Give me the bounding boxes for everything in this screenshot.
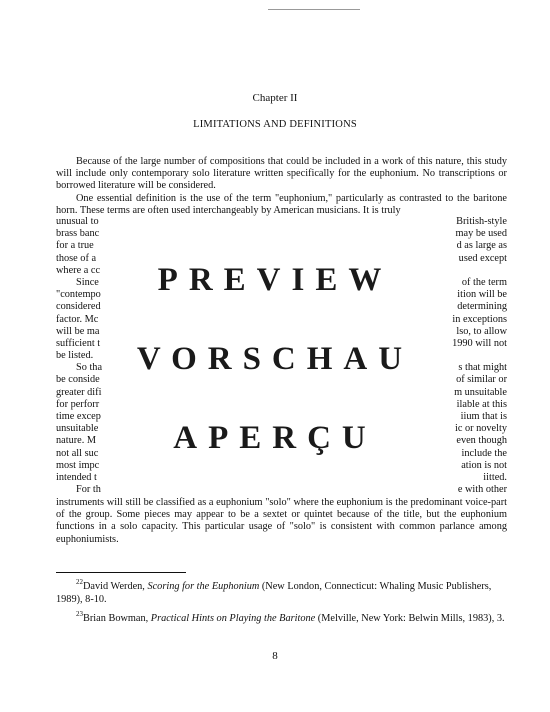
footnote-22 [56,580,507,606]
masked-row-left: considered [56,301,101,313]
masked-row-left: those of a [56,252,97,264]
footnote-rest: (Melville, New York: Belwin Mills, 1983), 3. [315,613,505,624]
masked-row-right: even though [456,435,507,447]
chapter-heading: Chapter II [252,92,298,104]
masked-row-right: s that might [458,362,507,374]
footnote-rule [56,572,186,573]
masked-row [56,216,507,228]
section-title: LIMITATIONS AND DEFINITIONS [193,119,357,130]
closing-paragraph: instruments will still be classified as a euphonium "solo" where the euphonium is the predominant voice-part of the group. Some pieces may appear to be a sextet or quintet because of the title, but the euphonium functions in a solo capacity. This particular usage of "solo" is consistent with common parlance among euphoniumists. [56,497,507,545]
masked-row-left: be listed. [56,350,94,362]
masked-row-right: lso, to allow [456,325,507,337]
masked-row-right: ition will be [457,289,507,301]
footnote-number: 23 [76,610,83,618]
masked-row-left: time excep [56,411,101,422]
masked-row-left: not all suc [56,447,99,459]
footnote-rest: (New London, Connecticut: Whaling Music Publishers, 1989), 8-10. [56,581,492,605]
masked-row-left: unsuitable [56,423,99,435]
masked-row-right: ilable at this [456,398,507,410]
masked-row-left: factor. Mc [56,313,99,325]
masked-row-right: of the term [461,276,507,288]
masked-row-right: of similar or [456,374,507,386]
masked-row [56,326,507,338]
body-text-bottom [56,497,507,546]
masked-row-left: will be ma [56,325,100,337]
masked-row-right: in exceptions [452,313,507,325]
masked-row-left: unusual to [56,216,99,227]
masked-row-right: iium that is [460,411,507,422]
definition-paragraph: One essential definition is the use of the term "euphonium," particularly as contrasted to the baritone horn. These terms are often used interchangeably by American musicians. It is truly [56,192,507,216]
masked-row-left: For th [76,484,101,496]
watermark-vorschau: VORSCHAU [136,341,414,377]
masked-row-right: 1990 will not [452,337,507,349]
watermark-preview: PREVIEW [157,262,393,298]
footnote-author: David Werden, [83,581,148,592]
masked-row-right: e with other [457,484,507,496]
masked-row-right: iitted. [483,471,507,483]
masked-row-left: for perforr [56,398,100,410]
body-text-top [56,156,507,217]
masked-row-right: d as large as [456,240,507,252]
masked-row [56,472,507,484]
scan-artifact-line [268,9,360,10]
masked-row [56,314,507,326]
masked-row [56,301,507,313]
masked-row [56,240,507,252]
masked-row-left: nature. M [56,435,97,447]
masked-row-right: may be used [455,228,507,240]
masked-row-left: Since [76,276,99,288]
masked-row [56,387,507,399]
masked-row [56,484,507,496]
masked-row-right: determining [457,301,507,313]
footnote-title: Practical Hints on Playing the Baritone [150,613,316,624]
masked-row-left: for a true [56,240,94,252]
footnote-author: Brian Bowman, [83,613,151,624]
masked-row [56,228,507,240]
footnote-number: 22 [76,578,83,586]
masked-row-right: m unsuitable [454,386,507,398]
masked-row [56,460,507,472]
masked-row-right: used except [458,252,507,264]
masked-row-left: most impc [56,459,100,471]
masked-row-left: "contempo [56,289,101,301]
masked-row-right: British-style [456,216,507,227]
watermark-apercu: APERÇU [173,420,377,456]
footnote-title: Scoring for the Euphonium [147,581,260,592]
masked-row-left: sufficient t [56,337,101,349]
masked-row-left: brass banc [56,228,100,240]
intro-paragraph: Because of the large number of compositions that could be included in a work of this nature, this study will include only contemporary solo literature written specifically for the euphonium. No transcriptions or borrowed literature will be considered. [56,156,507,192]
masked-row-left: where a cc [56,264,101,276]
masked-row-left: So tha [76,362,103,374]
masked-row-left: greater difi [56,386,102,398]
masked-row [56,399,507,411]
footnote-23 [56,612,507,625]
masked-row-left: intended t [56,471,97,483]
masked-row-right: include the [461,447,507,459]
masked-row-right: ic or novelty [454,423,507,435]
page-number: 8 [272,650,278,662]
masked-row-right: ation is not [461,459,507,471]
masked-row-left: be conside [56,374,100,386]
